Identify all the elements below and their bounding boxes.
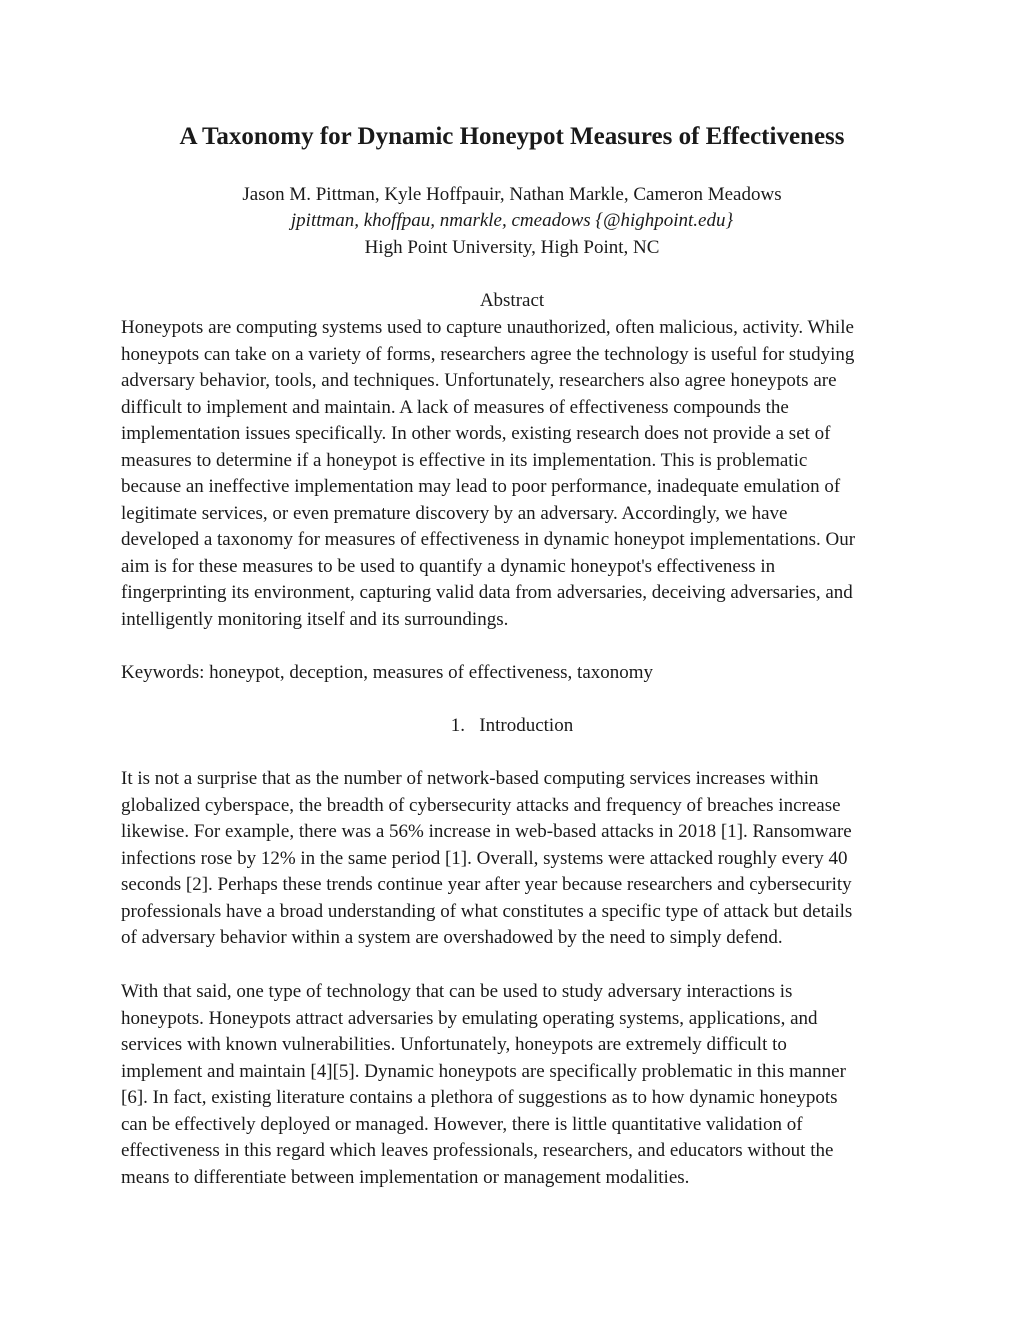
author-list: Jason M. Pittman, Kyle Hoffpauir, Nathan Markle, Cameron Meadows xyxy=(242,184,782,205)
intro-line: infections rose by 12% in the same period [1]. Overall, systems were attacked roughly every 40 xyxy=(121,847,848,869)
abstract-line: implementation issues specifically. In other words, existing research does not provide a set of xyxy=(121,423,831,444)
abstract-line: intelligently monitoring itself and its surroundings. xyxy=(121,608,509,630)
intro-line: professionals have a broad understanding of what constitutes a specific type of attack but details xyxy=(121,900,853,922)
abstract-text xyxy=(121,315,911,633)
intro-line: It is not a surprise that as the number of network-based computing services increases within xyxy=(121,768,819,789)
intro-paragraph-1 xyxy=(121,766,911,952)
author-emails: jpittman, khoffpau, nmarkle, cmeadows {@highpoint.edu} xyxy=(290,210,734,231)
abstract-line: because an ineffective implementation may lead to poor performance, inadequate emulation of xyxy=(121,476,841,497)
intro-line: [6]. In fact, existing literature contains a plethora of suggestions as to how dynamic honeypots xyxy=(121,1087,838,1108)
abstract-line: adversary behavior, tools, and techniques. Unfortunately, researchers also agree honeypots are xyxy=(121,370,837,391)
intro-line: globalized cyberspace, the breadth of cybersecurity attacks and frequency of breaches increase xyxy=(121,794,841,816)
intro-line: means to differentiate between implementation or management modalities. xyxy=(121,1166,690,1188)
section-heading-introduction: 1. Introduction xyxy=(450,715,574,736)
abstract-line: legitimate services, or even premature discovery by an adversary. Accordingly, we have xyxy=(121,502,788,524)
paper-title: A Taxonomy for Dynamic Honeypot Measures of Effectiveness xyxy=(179,123,845,150)
intro-line: seconds [2]. Perhaps these trends continue year after year because researchers and cybersecurity xyxy=(121,874,852,895)
abstract-line: difficult to implement and maintain. A lack of measures of effectiveness compounds the xyxy=(121,396,789,418)
keywords-line: Keywords: honeypot, deception, measures of effectiveness, taxonomy xyxy=(121,662,654,683)
intro-line: implement and maintain [4][5]. Dynamic honeypots are specifically problematic in this manner xyxy=(121,1060,846,1082)
abstract-line: aim is for these measures to be used to quantify a dynamic honeypot's effectiveness in xyxy=(121,555,776,577)
intro-line: effectiveness in this regard which leaves professionals, researchers, and educators without the xyxy=(121,1140,834,1161)
abstract-line: measures to determine if a honeypot is effective in its implementation. This is problematic xyxy=(121,449,808,471)
intro-line: of adversary behavior within a system are overshadowed by the need to simply defend. xyxy=(121,927,783,948)
abstract-line: Honeypots are computing systems used to capture unauthorized, often malicious, activity. While xyxy=(121,317,854,338)
intro-line: can be effectively deployed or managed. However, there is little quantitative validation of xyxy=(121,1113,803,1135)
abstract-line: honeypots can take on a variety of forms, researchers agree the technology is useful for studying xyxy=(121,343,855,365)
intro-paragraph-2 xyxy=(121,979,911,1191)
intro-line: With that said, one type of technology that can be used to study adversary interactions is xyxy=(121,981,793,1002)
abstract-line: developed a taxonomy for measures of effectiveness in dynamic honeypot implementations. Our xyxy=(121,529,856,550)
abstract-heading: Abstract xyxy=(479,290,545,311)
intro-line: honeypots. Honeypots attract adversaries by emulating operating systems, applications, and xyxy=(121,1007,818,1029)
intro-line: likewise. For example, there was a 56% increase in web-based attacks in 2018 [1]. Ransomware xyxy=(121,821,852,842)
intro-line: services with known vulnerabilities. Unfortunately, honeypots are extremely difficult to xyxy=(121,1034,787,1055)
abstract-line: fingerprinting its environment, capturing valid data from adversaries, deceiving adversaries, and xyxy=(121,582,853,603)
affiliation: High Point University, High Point, NC xyxy=(364,237,660,258)
